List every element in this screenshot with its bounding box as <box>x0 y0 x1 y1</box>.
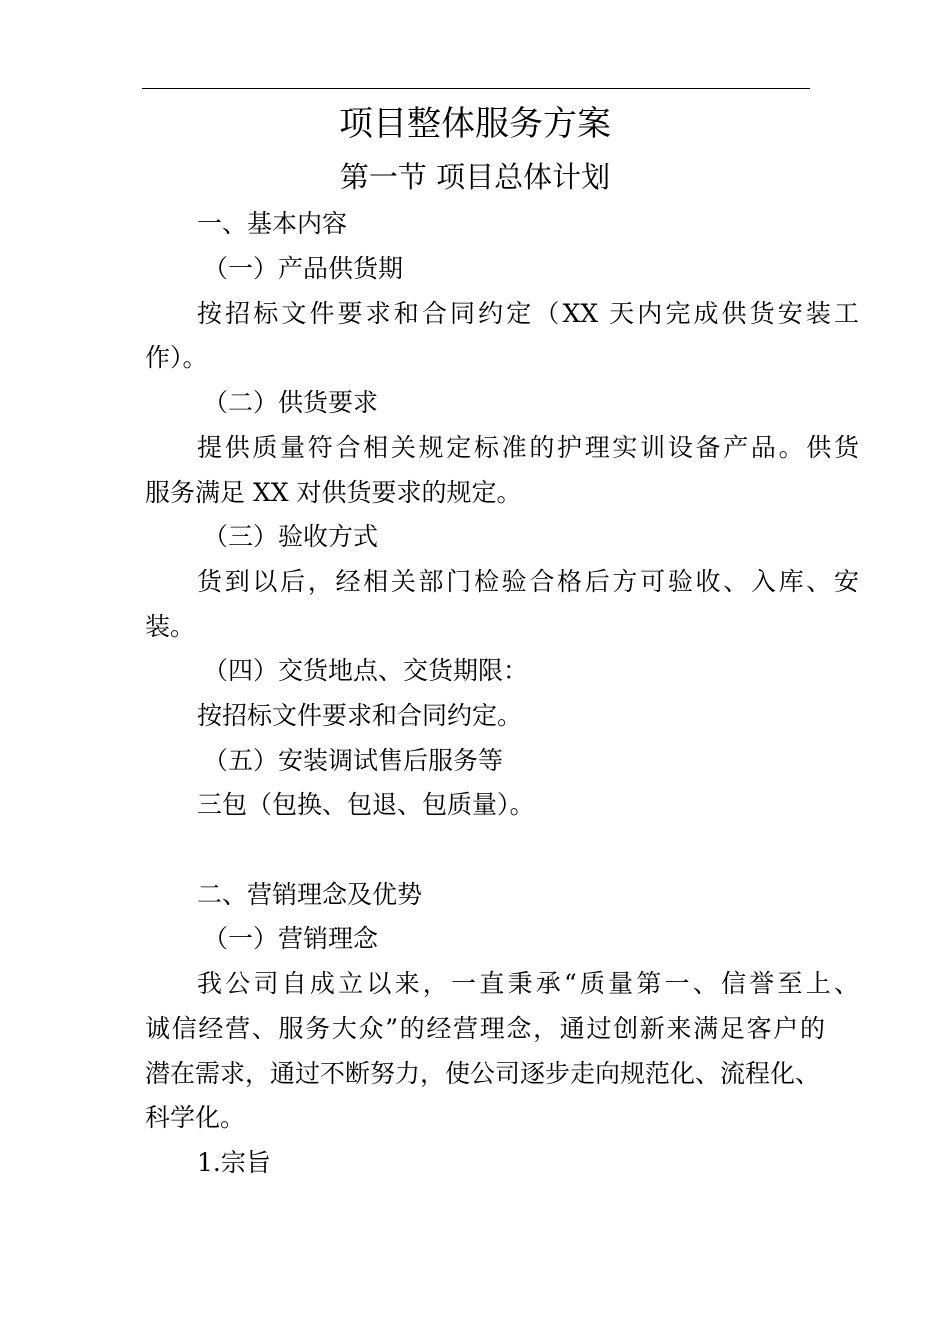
heading-marketing-philosophy: 二、营销理念及优势 <box>197 880 423 909</box>
heading-basic-content: 一、基本内容 <box>197 209 348 238</box>
paragraph-line: 三包（包换、包退、包质量）。 <box>197 790 535 819</box>
paragraph-line: 科学化。 <box>145 1103 246 1132</box>
paragraph-line: 按招标文件要求和合同约定（XX 天内完成供货安装工 <box>197 299 859 328</box>
paragraph-line: 作）。 <box>145 343 208 372</box>
paragraph-line: 按招标文件要求和合同约定。 <box>197 701 523 730</box>
subheading-marketing-concept: （一）营销理念 <box>203 924 379 953</box>
paragraph-line: 提供质量符合相关规定标准的护理实训设备产品。供货 <box>197 433 859 462</box>
subheading-supply-period: （一）产品供货期 <box>203 254 404 283</box>
paragraph-line: 潜在需求，通过不断努力，使公司逐步走向规范化、流程化、 <box>145 1059 821 1088</box>
subheading-installation-service: （五）安装调试售后服务等 <box>203 746 504 775</box>
paragraph-line: 诚信经营、服务大众”的经营理念，通过创新来满足客户的 <box>145 1014 825 1043</box>
subheading-supply-requirements: （二）供货要求 <box>203 388 379 417</box>
subheading-delivery-location: （四）交货地点、交货期限： <box>203 656 529 685</box>
paragraph-line: 服务满足 XX 对供货要求的规定。 <box>145 478 522 507</box>
document-title: 项目整体服务方案 <box>339 104 611 144</box>
numbered-heading-purpose: 1.宗旨 <box>197 1148 271 1177</box>
header-rule <box>142 88 810 89</box>
paragraph-line: 货到以后，经相关部门检验合格后方可验收、入库、安 <box>197 567 859 596</box>
paragraph-line: 装。 <box>145 612 196 641</box>
section-title: 第一节 项目总体计划 <box>339 160 611 194</box>
subheading-acceptance-method: （三）验收方式 <box>203 522 379 551</box>
paragraph-line: 我公司自成立以来，一直秉承“质量第一、信誉至上、 <box>197 969 859 998</box>
